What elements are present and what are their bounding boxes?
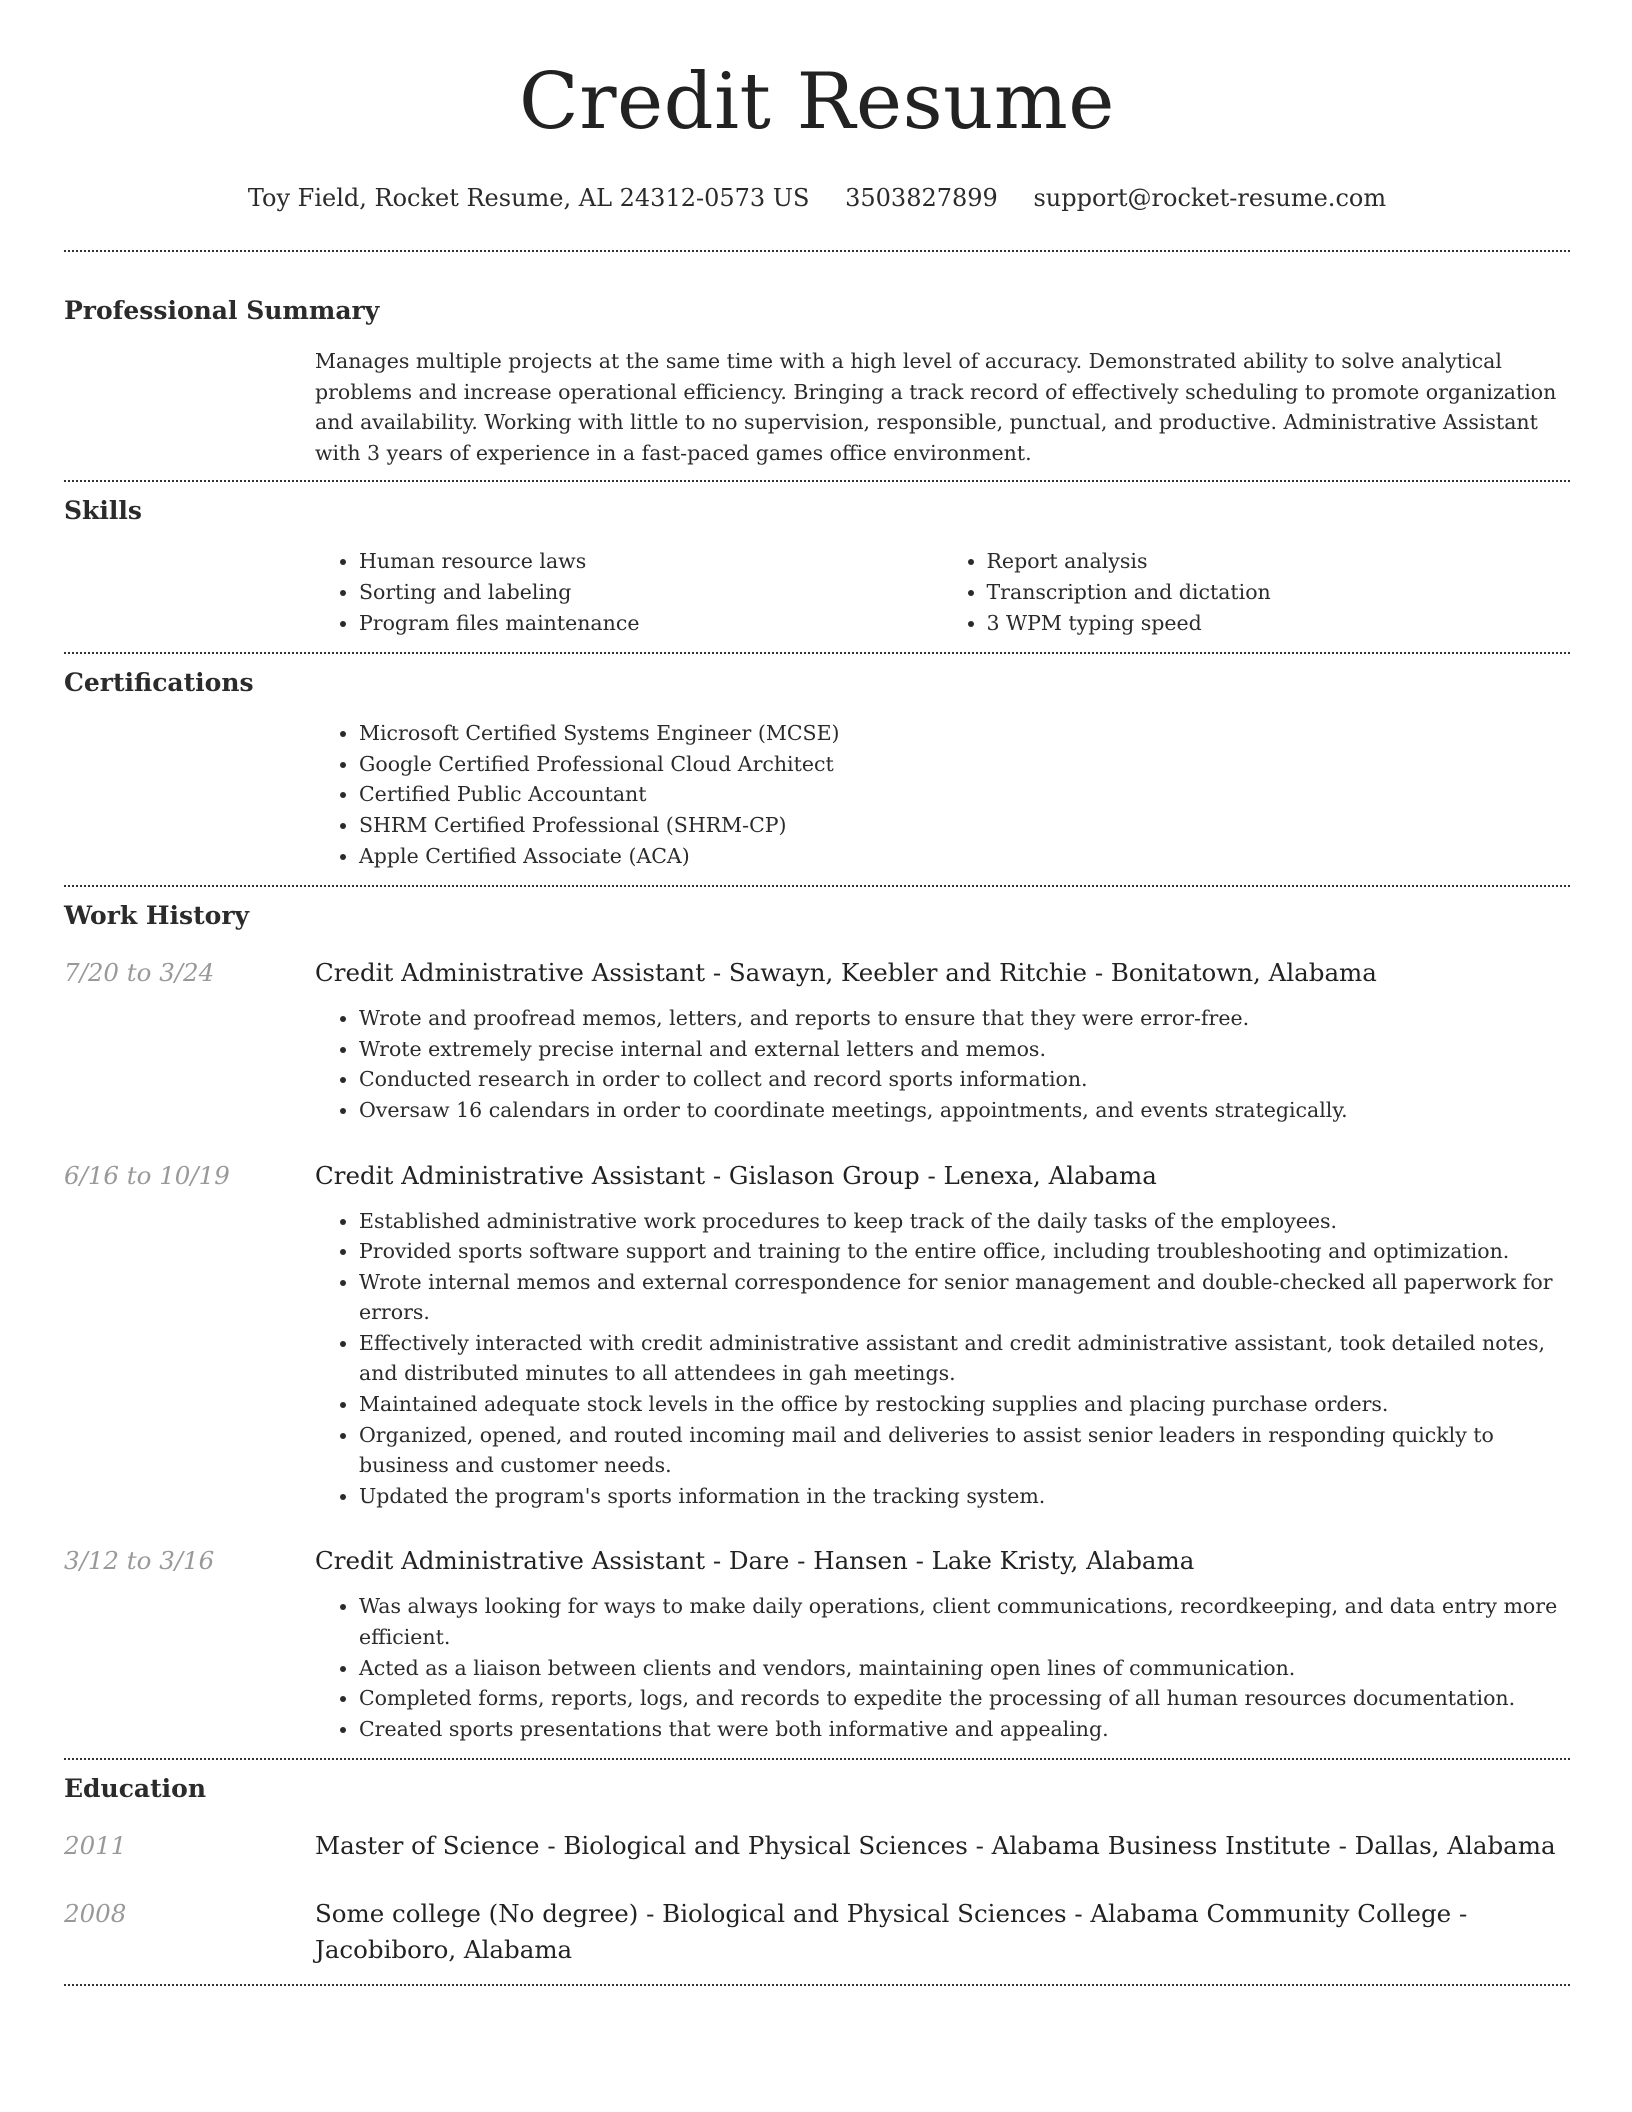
list-item: • Conducted research in order to collect and record sports information. [359,1064,1570,1095]
job-header [64,1158,1570,1194]
job-title: Credit Administrative Assistant - Dare - Hansen - Lake Kristy, Alabama [315,1546,1195,1576]
list-item: • Provided sports software support and training to the entire office, including troubleshooting and optimization. [359,1236,1570,1267]
list-item: • 3 WPM typing speed [987,608,1571,639]
list-item: • Was always looking for ways to make daily operations, client communications, recordkeeping, and data entry more efficient. [359,1591,1570,1652]
job-date: 3/12 to 3/16 [64,1546,215,1576]
resume-name: Credit Resume [519,57,1115,147]
skills-section [64,482,1570,638]
list-item: • Wrote extremely precise internal and external letters and memos. [359,1034,1570,1065]
list-item: • Human resource laws [359,546,943,577]
summary-text: Manages multiple projects at the same time with a high level of accuracy. Demonstrated ability to solve analytical problems and increase operational efficiency. Bringing a track record of effectively scheduling to promote organization and availability. Working with little to no supervision, responsible, punctual, and productive. Administrative Assistant with 3 years of experience in a fast-paced games office environment. [315,349,1557,465]
job-bullets [315,1003,1570,1125]
education-title: Master of Science - Biological and Physical Sciences - Alabama Business Institute - Dallas, Alabama [315,1831,1556,1861]
section-title-certifications: Certifications [64,668,254,698]
education-date: 2008 [64,1899,127,1929]
list-item: • Transcription and dictation [987,577,1571,608]
list-item: • Updated the program's sports information in the tracking system. [359,1481,1570,1512]
list-item: • Oversaw 16 calendars in order to coordinate meetings, appointments, and events strategically. [359,1095,1570,1126]
job-entry [64,1158,1570,1512]
job-entry [64,955,1570,1125]
education-entry [64,1828,1570,1864]
job-header [64,1543,1570,1579]
contact-phone: 3503827899 [845,184,998,212]
skills-column-left [315,546,943,638]
divider [64,1984,1570,1986]
summary-section [64,252,1570,468]
education-date: 2011 [64,1831,127,1861]
job-date: 7/20 to 3/24 [64,958,215,988]
list-item: • SHRM Certified Professional (SHRM-CP) [359,810,1570,841]
list-item: • Wrote internal memos and external correspondence for senior management and double-checked all paperwork for errors. [359,1267,1570,1328]
job-bullets [315,1591,1570,1744]
education-section [64,1760,1570,1968]
certifications-section [64,654,1570,871]
job-header [64,955,1570,991]
section-title-skills: Skills [64,496,142,526]
list-item: • Organized, opened, and routed incoming mail and deliveries to assist senior leaders in responding quickly to business and customer needs. [359,1420,1570,1481]
list-item: • Apple Certified Associate (ACA) [359,841,1570,872]
section-title-education: Education [64,1774,207,1804]
list-item: • Created sports presentations that were both informative and appealing. [359,1714,1570,1745]
work-section [64,887,1570,1744]
list-item: • Report analysis [987,546,1571,577]
list-item: • Effectively interacted with credit administrative assistant and credit administrative assistant, took detailed notes, and distributed minutes to all attendees in gah meetings. [359,1328,1570,1389]
contact-address: Toy Field, Rocket Resume, AL 24312-0573 US [247,184,810,212]
section-title-work: Work History [64,901,250,931]
list-item: • Maintained adequate stock levels in the office by restocking supplies and placing purchase orders. [359,1389,1570,1420]
section-title-summary: Professional Summary [64,296,380,325]
list-item: • Completed forms, reports, logs, and records to expedite the processing of all human resources documentation. [359,1683,1570,1714]
list-item: • Acted as a liaison between clients and vendors, maintaining open lines of communication. [359,1653,1570,1684]
certifications-list [315,718,1570,871]
education-entry [64,1896,1570,1968]
skills-column-right [943,546,1571,638]
contact-email: support@rocket-resume.com [1033,184,1387,212]
job-title: Credit Administrative Assistant - Sawayn, Keebler and Ritchie - Bonitatown, Alabama [315,958,1377,988]
job-bullets [315,1206,1570,1512]
list-item: • Wrote and proofread memos, letters, and reports to ensure that they were error-free. [359,1003,1570,1034]
job-entry [64,1543,1570,1744]
list-item: • Established administrative work procedures to keep track of the daily tasks of the employees. [359,1206,1570,1237]
job-date: 6/16 to 10/19 [64,1160,230,1190]
list-item: • Microsoft Certified Systems Engineer (MCSE) [359,718,1570,749]
resume-page [64,0,1570,1986]
list-item: • Google Certified Professional Cloud Architect [359,749,1570,780]
list-item: • Sorting and labeling [359,577,943,608]
job-title: Credit Administrative Assistant - Gislason Group - Lenexa, Alabama [315,1160,1157,1190]
list-item: • Certified Public Accountant [359,779,1570,810]
education-title: Some college (No degree) - Biological and Physical Sciences - Alabama Community College - Jacobiboro, Alabama [315,1899,1468,1965]
list-item: • Program files maintenance [359,608,943,639]
contact-line [64,178,1570,218]
skills-list [315,546,1570,638]
